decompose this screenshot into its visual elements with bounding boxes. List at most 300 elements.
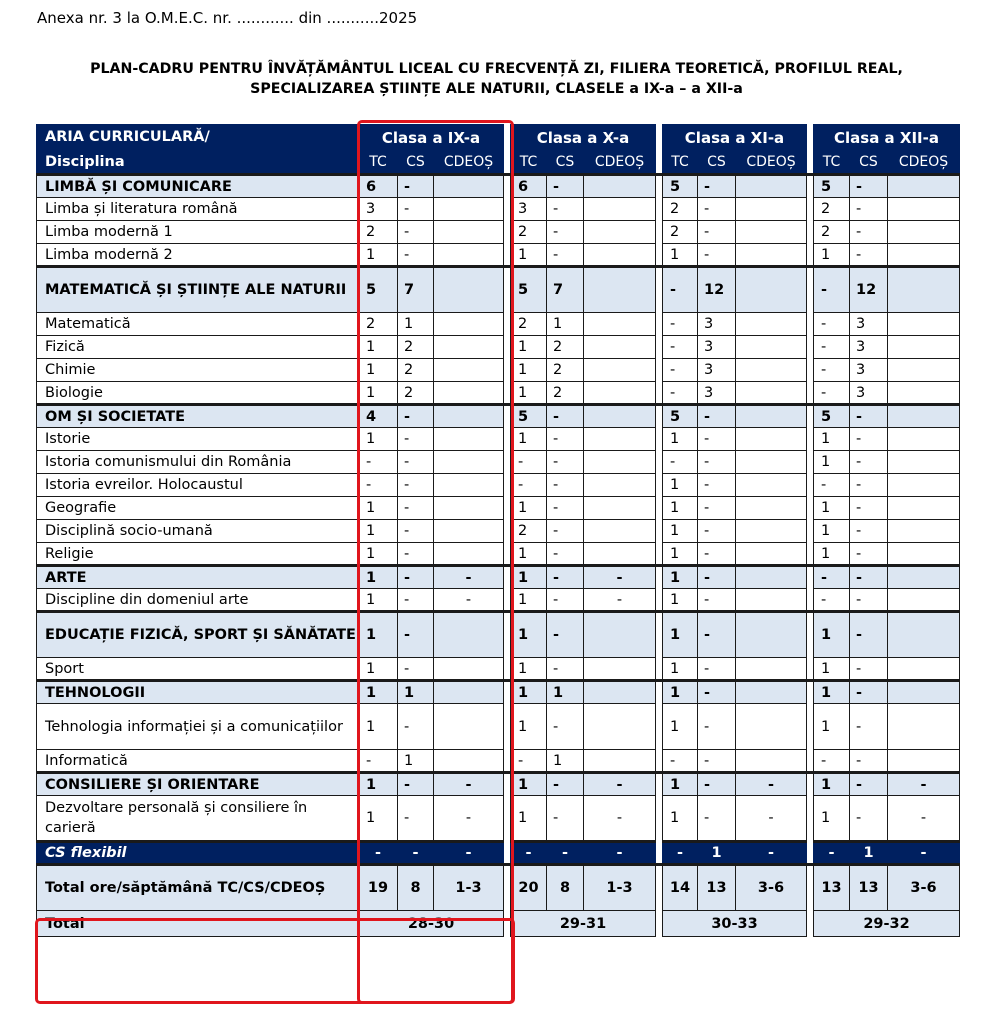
value-tc: - <box>663 313 698 336</box>
column-spacer <box>504 773 511 796</box>
discipline-name: Istoria comunismului din România <box>37 451 359 474</box>
column-spacer <box>656 151 663 175</box>
value-cdeos <box>434 198 504 221</box>
discipline-row <box>37 428 960 451</box>
value-cdeos <box>736 497 807 520</box>
value-cdeos <box>434 451 504 474</box>
value-tc: 1 <box>663 773 698 796</box>
discipline-name: Discipline din domeniul arte <box>37 589 359 612</box>
value-cdeos <box>584 267 656 313</box>
grand-total-row <box>37 911 960 937</box>
column-spacer <box>656 198 663 221</box>
value-cdeos <box>434 520 504 543</box>
value-tc: 1 <box>663 704 698 750</box>
value-tc: 1 <box>663 428 698 451</box>
column-spacer <box>656 750 663 773</box>
section-name: LIMBĂ ȘI COMUNICARE <box>37 175 359 198</box>
value-tc: - <box>359 842 398 865</box>
value-cdeos: - <box>434 796 504 842</box>
value-tc: 1 <box>511 704 547 750</box>
column-spacer <box>807 658 814 681</box>
value-cs: - <box>398 244 434 267</box>
value-tc: 1 <box>663 474 698 497</box>
value-cs: 1 <box>547 313 584 336</box>
value-cs: - <box>547 474 584 497</box>
section-row <box>37 773 960 796</box>
column-spacer <box>504 704 511 750</box>
column-spacer <box>656 125 663 151</box>
value-cs: - <box>698 750 736 773</box>
column-spacer <box>656 681 663 704</box>
column-spacer <box>504 750 511 773</box>
value-cs: - <box>850 244 888 267</box>
column-spacer <box>504 566 511 589</box>
discipline-row <box>37 658 960 681</box>
value-tc: 20 <box>511 865 547 911</box>
value-tc: - <box>511 451 547 474</box>
value-cs: - <box>398 796 434 842</box>
value-cdeos <box>434 244 504 267</box>
value-cdeos <box>584 175 656 198</box>
value-cdeos <box>736 658 807 681</box>
value-tc: 1 <box>359 520 398 543</box>
value-cdeos <box>736 566 807 589</box>
value-tc: 1 <box>814 428 850 451</box>
value-cdeos <box>888 612 960 658</box>
value-tc: 1 <box>359 658 398 681</box>
value-cs: - <box>698 244 736 267</box>
value-cs: - <box>698 566 736 589</box>
value-cdeos: - <box>434 589 504 612</box>
value-tc: 2 <box>359 221 398 244</box>
value-cs: 13 <box>698 865 736 911</box>
value-tc: 1 <box>511 681 547 704</box>
value-cdeos: 1-3 <box>434 865 504 911</box>
value-cdeos: - <box>888 773 960 796</box>
value-cs: 2 <box>547 382 584 405</box>
value-tc: 1 <box>359 497 398 520</box>
value-cs: - <box>398 474 434 497</box>
value-cs: - <box>398 520 434 543</box>
value-tc: 1 <box>511 658 547 681</box>
value-cs: - <box>547 589 584 612</box>
value-cs: 12 <box>698 267 736 313</box>
value-cs: - <box>547 428 584 451</box>
value-cdeos <box>736 175 807 198</box>
column-spacer <box>807 428 814 451</box>
value-tc: 1 <box>511 359 547 382</box>
section-name: OM ȘI SOCIETATE <box>37 405 359 428</box>
discipline-name: Sport <box>37 658 359 681</box>
value-tc: 1 <box>814 704 850 750</box>
value-tc: 5 <box>511 405 547 428</box>
value-cdeos <box>888 336 960 359</box>
column-spacer <box>807 359 814 382</box>
column-spacer <box>656 359 663 382</box>
column-spacer <box>504 198 511 221</box>
value-cdeos <box>736 474 807 497</box>
value-cdeos <box>584 750 656 773</box>
value-tc: 6 <box>359 175 398 198</box>
value-cdeos <box>584 704 656 750</box>
value-tc: - <box>814 382 850 405</box>
column-spacer <box>504 428 511 451</box>
value-cs: - <box>698 681 736 704</box>
subheader-cs: CS <box>850 151 888 175</box>
value-cdeos <box>584 681 656 704</box>
value-cs: - <box>698 198 736 221</box>
value-cdeos: - <box>736 773 807 796</box>
value-cdeos <box>736 704 807 750</box>
value-cdeos <box>584 359 656 382</box>
value-cs: 2 <box>398 359 434 382</box>
value-cdeos: - <box>584 566 656 589</box>
column-spacer <box>807 796 814 842</box>
column-spacer <box>504 175 511 198</box>
discipline-row <box>37 359 960 382</box>
column-spacer <box>656 612 663 658</box>
subheader-cs: CS <box>698 151 736 175</box>
value-cs: - <box>547 520 584 543</box>
grand-total-value: 29-31 <box>511 911 656 937</box>
value-tc: - <box>663 842 698 865</box>
value-tc: 1 <box>814 520 850 543</box>
value-cdeos <box>434 543 504 566</box>
value-tc: 1 <box>663 244 698 267</box>
value-cdeos <box>888 474 960 497</box>
value-tc: 2 <box>511 221 547 244</box>
value-cs: - <box>398 175 434 198</box>
value-tc: 1 <box>511 382 547 405</box>
column-spacer <box>504 543 511 566</box>
value-cs: - <box>850 773 888 796</box>
value-cs: - <box>547 451 584 474</box>
value-tc: 1 <box>359 589 398 612</box>
discipline-name: Geografie <box>37 497 359 520</box>
value-cs: 7 <box>547 267 584 313</box>
value-tc: - <box>663 451 698 474</box>
column-spacer <box>504 842 511 865</box>
value-tc: - <box>814 313 850 336</box>
value-tc: 1 <box>511 497 547 520</box>
value-cs: 2 <box>547 336 584 359</box>
discipline-name: Informatică <box>37 750 359 773</box>
column-spacer <box>656 658 663 681</box>
value-cs: 3 <box>850 313 888 336</box>
value-tc: 1 <box>814 451 850 474</box>
value-cs: - <box>547 405 584 428</box>
column-spacer <box>807 543 814 566</box>
value-tc: 3 <box>511 198 547 221</box>
column-spacer <box>807 451 814 474</box>
value-cdeos <box>888 704 960 750</box>
column-spacer <box>656 405 663 428</box>
value-cdeos <box>736 428 807 451</box>
value-tc: 1 <box>511 589 547 612</box>
section-name: Total ore/săptămână TC/CS/CDEOȘ <box>37 865 359 911</box>
value-tc: 1 <box>511 773 547 796</box>
value-tc: 2 <box>511 520 547 543</box>
value-cs: - <box>698 773 736 796</box>
value-cdeos <box>584 382 656 405</box>
value-cdeos <box>434 221 504 244</box>
value-cdeos <box>434 497 504 520</box>
value-tc: - <box>663 359 698 382</box>
discipline-name: Matematică <box>37 313 359 336</box>
column-spacer <box>656 773 663 796</box>
value-cdeos: - <box>434 566 504 589</box>
value-cdeos: - <box>736 796 807 842</box>
title-line-2: SPECIALIZAREA ȘTIINȚE ALE NATURII, CLASELE a IX-a – a XII-a <box>250 81 743 97</box>
value-cs: - <box>698 451 736 474</box>
value-cdeos <box>584 543 656 566</box>
value-tc: - <box>814 267 850 313</box>
column-spacer <box>807 704 814 750</box>
value-cs: 1 <box>547 681 584 704</box>
column-spacer <box>504 244 511 267</box>
discipline-row <box>37 750 960 773</box>
class-header: Clasa a XI-a <box>663 125 807 151</box>
value-cs: - <box>398 566 434 589</box>
column-spacer <box>656 428 663 451</box>
section-name: ARTE <box>37 566 359 589</box>
value-cs: - <box>850 520 888 543</box>
column-spacer <box>504 267 511 313</box>
value-cs: - <box>547 175 584 198</box>
discipline-name: Fizică <box>37 336 359 359</box>
value-tc: - <box>814 842 850 865</box>
column-spacer <box>807 681 814 704</box>
value-cs: - <box>850 428 888 451</box>
value-cdeos <box>888 658 960 681</box>
value-cs: 1 <box>850 842 888 865</box>
value-tc: 5 <box>814 405 850 428</box>
value-cs: 1 <box>547 750 584 773</box>
value-tc: 1 <box>359 543 398 566</box>
value-cdeos <box>736 681 807 704</box>
value-tc: 2 <box>814 221 850 244</box>
value-cs: 2 <box>398 382 434 405</box>
value-cs: 3 <box>850 382 888 405</box>
value-cdeos <box>736 313 807 336</box>
column-spacer <box>504 612 511 658</box>
section-name: EDUCAȚIE FIZICĂ, SPORT ȘI SĂNĂTATE <box>37 612 359 658</box>
column-spacer <box>504 681 511 704</box>
value-cdeos <box>584 451 656 474</box>
value-cs: - <box>850 451 888 474</box>
value-tc: 2 <box>511 313 547 336</box>
column-spacer <box>807 612 814 658</box>
value-cs: - <box>698 474 736 497</box>
value-cdeos <box>434 428 504 451</box>
value-cs: - <box>547 773 584 796</box>
value-cdeos <box>888 198 960 221</box>
title-line-1: PLAN-CADRU PENTRU ÎNVĂȚĂMÂNTUL LICEAL CU FRECVENȚĂ ZI, FILIERA TEORETICĂ, PROFILUL REAL, <box>90 61 903 77</box>
value-cdeos <box>888 566 960 589</box>
value-cs: - <box>698 658 736 681</box>
column-spacer <box>656 589 663 612</box>
value-cdeos <box>434 612 504 658</box>
column-spacer <box>807 474 814 497</box>
discipline-row <box>37 704 960 750</box>
section-name: MATEMATICĂ ȘI ȘTIINȚE ALE NATURII <box>37 267 359 313</box>
discipline-row <box>37 198 960 221</box>
column-spacer <box>656 704 663 750</box>
value-cdeos <box>434 405 504 428</box>
value-cdeos <box>888 451 960 474</box>
section-row <box>37 405 960 428</box>
value-tc: - <box>663 750 698 773</box>
value-cdeos: - <box>888 842 960 865</box>
value-cdeos <box>888 221 960 244</box>
column-spacer <box>807 175 814 198</box>
value-tc: 1 <box>663 497 698 520</box>
value-cdeos: 1-3 <box>584 865 656 911</box>
value-tc: 1 <box>511 428 547 451</box>
value-cs: - <box>850 566 888 589</box>
value-cs: - <box>398 543 434 566</box>
value-cs: 1 <box>398 313 434 336</box>
value-tc: 1 <box>814 773 850 796</box>
discipline-row <box>37 520 960 543</box>
column-spacer <box>807 125 814 151</box>
value-tc: 2 <box>359 313 398 336</box>
value-cs: - <box>698 543 736 566</box>
column-spacer <box>504 405 511 428</box>
value-tc: - <box>511 474 547 497</box>
class-header: Clasa a IX-a <box>359 125 504 151</box>
value-cs: - <box>547 543 584 566</box>
value-cdeos <box>434 336 504 359</box>
value-tc: 1 <box>814 681 850 704</box>
value-cdeos: - <box>584 842 656 865</box>
value-cdeos <box>434 750 504 773</box>
value-cs: - <box>547 497 584 520</box>
value-cdeos <box>736 612 807 658</box>
column-spacer <box>656 566 663 589</box>
value-cdeos: - <box>736 842 807 865</box>
section-row <box>37 566 960 589</box>
value-cs: - <box>698 612 736 658</box>
value-tc: 4 <box>359 405 398 428</box>
value-cs: 12 <box>850 267 888 313</box>
value-cdeos <box>584 221 656 244</box>
value-tc: 1 <box>814 244 850 267</box>
column-spacer <box>504 911 511 937</box>
value-cs: - <box>547 566 584 589</box>
value-cdeos <box>584 313 656 336</box>
value-tc: - <box>814 336 850 359</box>
value-cdeos <box>584 428 656 451</box>
value-cs: 8 <box>547 865 584 911</box>
column-spacer <box>807 750 814 773</box>
value-cdeos <box>888 244 960 267</box>
discipline-name: Limba și literatura română <box>37 198 359 221</box>
column-spacer <box>504 151 511 175</box>
value-cs: 3 <box>698 336 736 359</box>
value-cs: - <box>398 842 434 865</box>
value-cs: - <box>698 428 736 451</box>
value-cs: 1 <box>698 842 736 865</box>
value-tc: 1 <box>359 796 398 842</box>
value-cs: - <box>398 221 434 244</box>
column-spacer <box>656 911 663 937</box>
discipline-name: Chimie <box>37 359 359 382</box>
value-cdeos <box>888 520 960 543</box>
value-cs: - <box>850 221 888 244</box>
value-cs: - <box>850 175 888 198</box>
value-cs: - <box>850 704 888 750</box>
column-spacer <box>807 911 814 937</box>
value-cs: - <box>698 796 736 842</box>
value-tc: 6 <box>511 175 547 198</box>
value-cdeos <box>888 267 960 313</box>
value-tc: 1 <box>359 428 398 451</box>
column-spacer <box>656 175 663 198</box>
table-subheader-row <box>37 151 960 175</box>
column-spacer <box>504 125 511 151</box>
value-cdeos <box>736 221 807 244</box>
annex-reference: Anexa nr. 3 la O.M.E.C. nr. ............ din ...........2025 <box>37 9 418 27</box>
class-header: Clasa a XII-a <box>814 125 960 151</box>
column-spacer <box>807 865 814 911</box>
column-spacer <box>807 520 814 543</box>
value-cdeos: - <box>584 589 656 612</box>
value-cdeos <box>736 267 807 313</box>
value-cs: 3 <box>698 382 736 405</box>
value-tc: 14 <box>663 865 698 911</box>
column-spacer <box>807 497 814 520</box>
value-tc: 1 <box>359 681 398 704</box>
subheader-tc: TC <box>511 151 547 175</box>
value-cs: - <box>850 796 888 842</box>
value-tc: 5 <box>814 175 850 198</box>
value-cdeos: - <box>888 796 960 842</box>
value-cs: - <box>398 658 434 681</box>
value-cdeos <box>736 336 807 359</box>
discipline-row <box>37 244 960 267</box>
column-spacer <box>656 267 663 313</box>
discipline-row <box>37 221 960 244</box>
value-cdeos <box>888 589 960 612</box>
value-cs: - <box>698 497 736 520</box>
value-tc: 1 <box>359 704 398 750</box>
column-spacer <box>807 336 814 359</box>
discipline-name: Limba modernă 1 <box>37 221 359 244</box>
column-spacer <box>504 497 511 520</box>
value-cdeos <box>736 520 807 543</box>
value-cs: - <box>398 612 434 658</box>
value-cs: - <box>398 497 434 520</box>
value-cs: 3 <box>850 359 888 382</box>
discipline-row <box>37 451 960 474</box>
value-cs: - <box>547 612 584 658</box>
value-cs: - <box>398 405 434 428</box>
discipline-row <box>37 796 960 842</box>
section-name: CONSILIERE ȘI ORIENTARE <box>37 773 359 796</box>
value-tc: 1 <box>814 543 850 566</box>
value-cdeos <box>584 474 656 497</box>
value-tc: 1 <box>663 543 698 566</box>
value-cdeos: - <box>584 796 656 842</box>
curriculum-table <box>36 124 960 937</box>
column-spacer <box>807 198 814 221</box>
column-spacer <box>807 151 814 175</box>
value-cdeos <box>888 382 960 405</box>
column-spacer <box>504 382 511 405</box>
column-spacer <box>656 474 663 497</box>
value-tc: 5 <box>663 175 698 198</box>
